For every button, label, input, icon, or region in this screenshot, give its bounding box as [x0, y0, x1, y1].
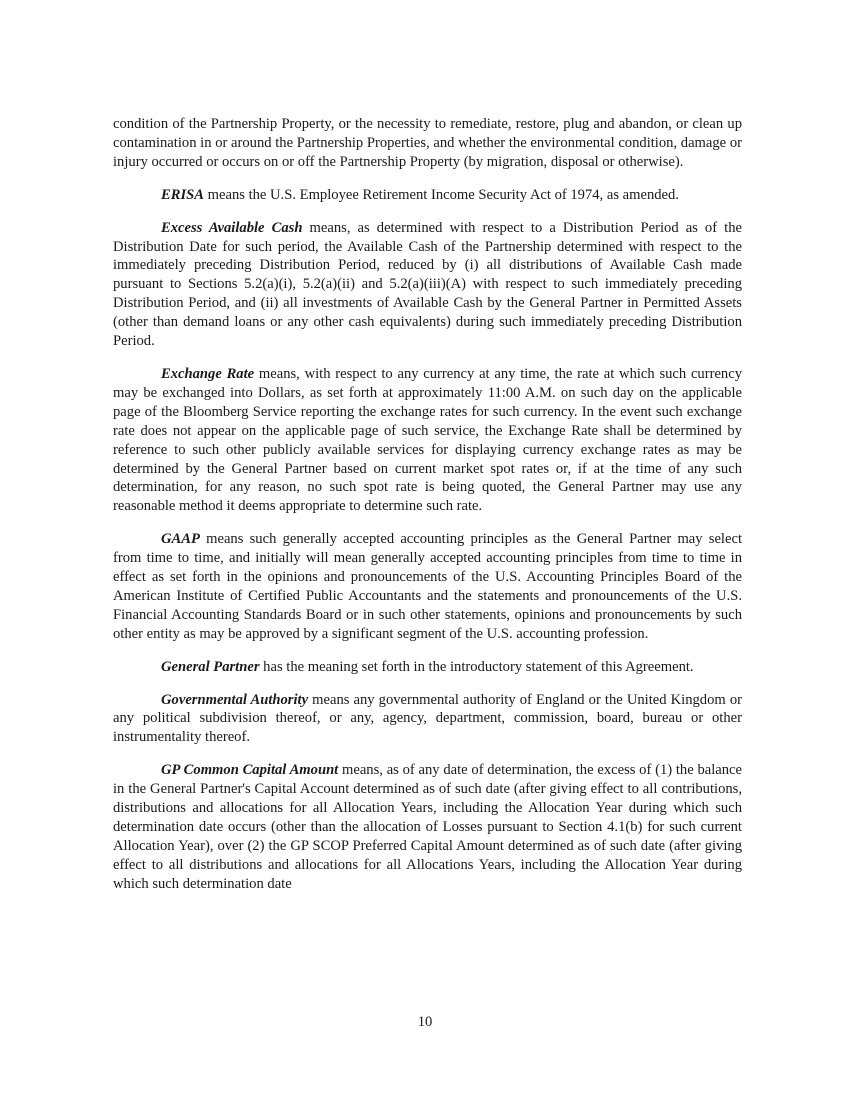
defined-term: Governmental Authority — [161, 691, 309, 708]
definition-gp-common-capital-amount — [113, 761, 742, 893]
definition-excess-available-cash — [113, 219, 742, 351]
definition-text: means the U.S. Employee Retirement Income Security Act of 1974, as amended. — [204, 186, 679, 203]
definition-text: means, as of any date of determination, the excess of (1) the balance in the General Partner's Capital Account determined as of such date (after giving effect to all contributions, distributions and allocations for all Allocation Years, including the Allocation Year during which such determination date occurs (other than the allocation of Losses pursuant to Section 4.1(b) for such current Allocation Year), over (2) the GP SCOP Preferred Capital Amount determined as of such date (after giving effect to all distributions and allocations for all Allocations Years, including the Allocation Year during which such determination date — [113, 762, 743, 892]
defined-term: GP Common Capital Amount — [161, 762, 339, 779]
definition-text: means, with respect to any currency at any time, the rate at which such currency may be exchanged into Dollars, as set forth at approximately 11:00 A.M. on such day on the applicable page of the Bloomberg Service reporting the exchange rates for such currency. In the event such exchange rate does not appear on the applicable page of such service, the Exchange Rate shall be determined by reference to such other publicly available services for displaying currency exchange rates as may be determined by the General Partner based on current market spot rates or, if at the time of any such determination, for any reason, no such spot rate is being quoted, the General Partner may use any reasonable method it deems appropriate to determine such rate. — [113, 365, 742, 515]
defined-term: Excess Available Cash — [161, 219, 303, 236]
definition-general-partner — [113, 658, 742, 677]
paragraph-environmental-condition-continued — [113, 115, 742, 172]
defined-term: General Partner — [161, 658, 260, 675]
definition-text: means, as determined with respect to a Distribution Period as of the Distribution Date for such period, the Available Cash of the Partnership determined with respect to the immediately preceding Distribution Period, reduced by (i) all distributions of Available Cash made pursuant to Sections 5.2(a)(i), 5.2(a)(ii) and 5.2(a)(iii)(A) with respect to such immediately preceding Distribution Period, and (ii) all investments of Available Cash by the General Partner in Permitted Assets (other than demand loans or any other cash equivalents) during such immediately preceding Distribution Period. — [113, 219, 742, 350]
defined-term: ERISA — [161, 186, 204, 203]
document-page — [113, 115, 742, 908]
defined-term: GAAP — [161, 531, 200, 548]
definition-text: means any governmental authority of England or the United Kingdom or any political subdivision thereof, or any, agency, department, commission, board, bureau or other instrumentality thereof. — [113, 691, 742, 746]
definition-gaap — [113, 530, 742, 643]
definition-governmental-authority — [113, 691, 742, 748]
defined-term: Exchange Rate — [161, 365, 255, 382]
definition-erisa — [113, 186, 742, 205]
definition-text: has the meaning set forth in the introductory statement of this Agreement. — [259, 658, 694, 675]
page-number: 10 — [417, 1014, 433, 1030]
paragraph-text: condition of the Partnership Property, or the necessity to remediate, restore, plug and abandon, or clean up contamination in or around the Partnership Properties, and whether the environmental condition, damage or injury occurred or occurs on or off the Partnership Property (by migration, disposal or otherwise). — [113, 116, 742, 170]
definition-exchange-rate — [113, 365, 742, 516]
definition-text: means such generally accepted accounting principles as the General Partner may select from time to time, and initially will mean generally accepted accounting principles from time to time in effect as set forth in the opinions and pronouncements of the U.S. Accounting Principles Board of the American Institute of Certified Public Accountants and the statements and pronouncements of the U.S. Financial Accounting Standards Board or in such other statements, opinions and pronouncements by such other entity as may be approved by a significant segment of the U.S. accounting profession. — [113, 531, 742, 642]
